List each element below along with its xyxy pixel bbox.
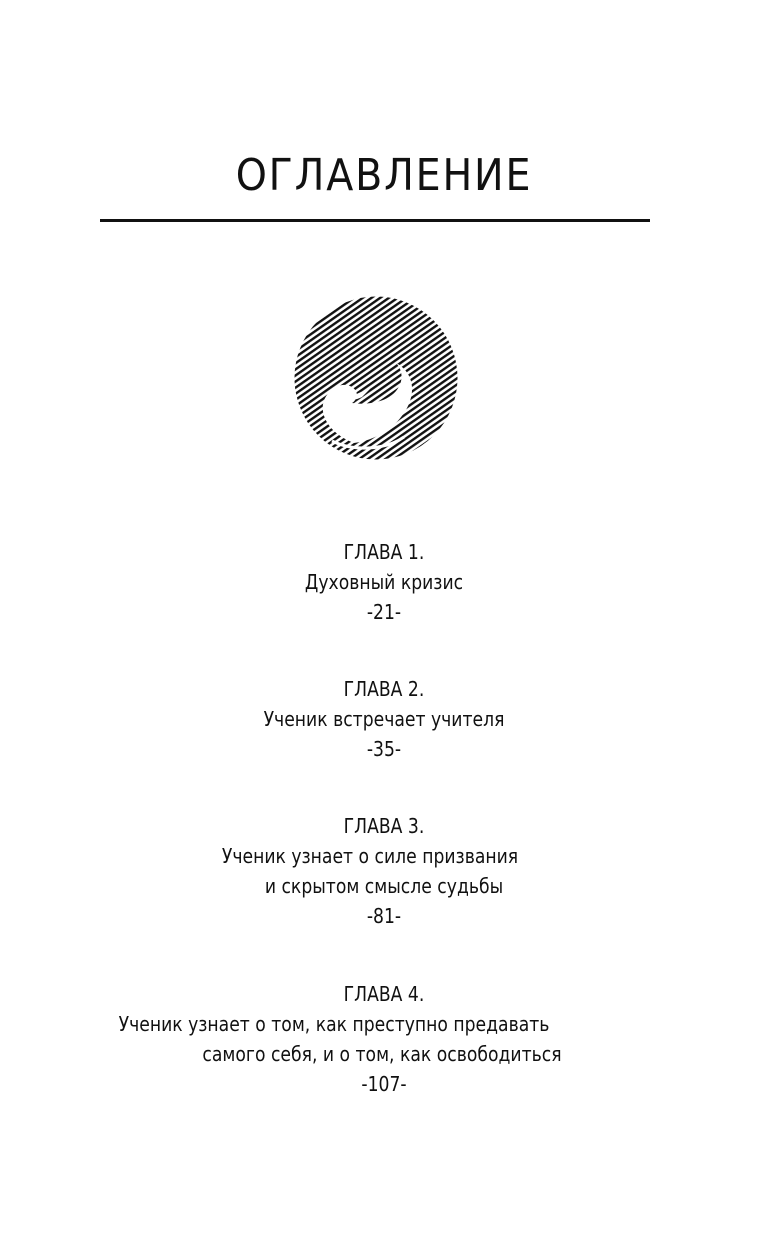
page-title: ОГЛАВЛЕНИЕ: [235, 150, 533, 201]
chapter-heading: ГЛАВА 4.: [343, 982, 425, 1006]
toc-entry-chapter-3[interactable]: [0, 811, 768, 931]
swan-circle-emblem-icon: [292, 291, 460, 465]
chapter-title: Духовный кризис: [304, 570, 464, 594]
chapter-title: Ученик встречает учителя: [263, 707, 505, 731]
chapter-page-number: -81-: [366, 904, 402, 928]
chapter-heading: ГЛАВА 2.: [343, 677, 425, 701]
toc-entry-chapter-1[interactable]: [0, 537, 768, 627]
chapter-page-number: -35-: [366, 737, 402, 761]
chapter-heading: ГЛАВА 3.: [343, 814, 425, 838]
chapter-heading: ГЛАВА 1.: [343, 540, 425, 564]
toc-entry-chapter-4[interactable]: [0, 979, 768, 1099]
toc-entry-chapter-2[interactable]: [0, 674, 768, 764]
chapter-title-line-1: Ученик узнает о том, как преступно предавать: [118, 1012, 550, 1036]
chapter-title-line-1: Ученик узнает о силе призвания: [221, 844, 519, 868]
chapter-title-line-2: и скрытом смысле судьбы: [264, 874, 504, 898]
title-divider: [100, 219, 650, 222]
chapter-page-number: -107-: [361, 1072, 407, 1096]
chapter-title-line-2: самого себя, и о том, как освободиться: [202, 1042, 562, 1066]
chapter-page-number: -21-: [366, 600, 402, 624]
